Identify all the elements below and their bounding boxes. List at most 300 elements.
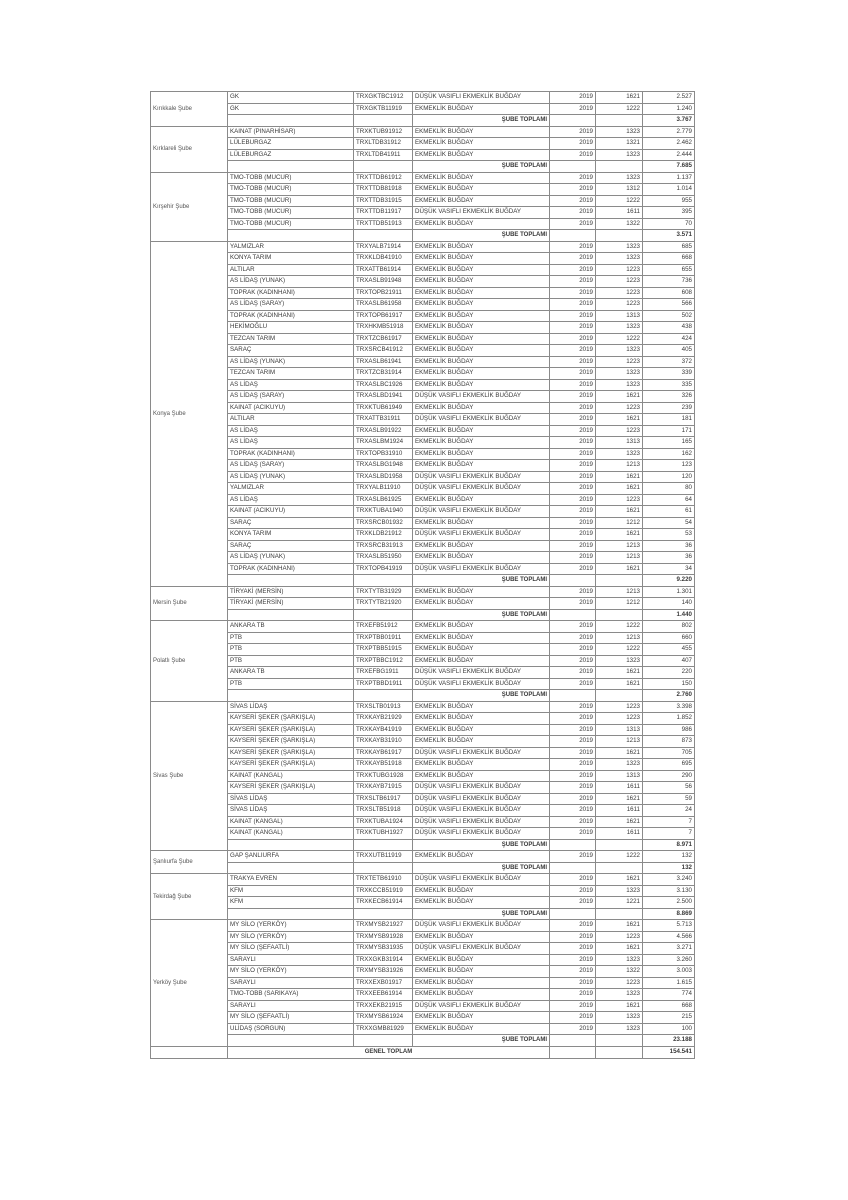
product-code-cell: TRXSLTB61917 xyxy=(354,793,413,805)
crop-year-cell: 2019 xyxy=(550,977,596,989)
table-row xyxy=(151,736,695,748)
class-code-cell: 1321 xyxy=(596,138,643,150)
quantity-cell: 3.271 xyxy=(643,943,695,955)
class-code-cell: 1222 xyxy=(596,644,643,656)
facility-cell: SARAÇ xyxy=(228,517,354,529)
facility-cell: YALMIZLAR xyxy=(228,241,354,253)
product-code-cell: TRXKTUB91912 xyxy=(354,126,413,138)
facility-cell: TOPRAK (KADINHANI) xyxy=(228,448,354,460)
product-code-cell: TRXTTDB31915 xyxy=(354,195,413,207)
class-code-cell: 1222 xyxy=(596,621,643,633)
table-row xyxy=(151,379,695,391)
grand-total-value: 154.541 xyxy=(643,1046,695,1058)
table-row xyxy=(151,1023,695,1035)
product-name-cell: EKMEKLİK BUĞDAY xyxy=(413,644,550,656)
empty-cell xyxy=(228,575,354,587)
table-row xyxy=(151,241,695,253)
crop-year-cell: 2019 xyxy=(550,379,596,391)
facility-cell: ANKARA TB xyxy=(228,621,354,633)
class-code-cell: 1621 xyxy=(596,483,643,495)
table-row xyxy=(151,103,695,115)
table-row xyxy=(151,333,695,345)
product-name-cell: DÜŞÜK VASIFLI EKMEKLİK BUĞDAY xyxy=(413,529,550,541)
class-code-cell: 1223 xyxy=(596,287,643,299)
crop-year-cell: 2019 xyxy=(550,851,596,863)
subtotal-row xyxy=(151,908,695,920)
quantity-cell: 2.527 xyxy=(643,92,695,104)
facility-cell: KAINAT (ACIKUYU) xyxy=(228,402,354,414)
facility-cell: MY SİLO (YERKÖY) xyxy=(228,931,354,943)
product-code-cell: TRXLTDB31912 xyxy=(354,138,413,150)
table-row xyxy=(151,667,695,679)
empty-cell xyxy=(354,230,413,242)
empty-cell xyxy=(596,115,643,127)
class-code-cell: 1323 xyxy=(596,885,643,897)
table-row xyxy=(151,149,695,161)
product-code-cell: TRXPTBB51915 xyxy=(354,644,413,656)
crop-year-cell: 2019 xyxy=(550,494,596,506)
class-code-cell: 1323 xyxy=(596,253,643,265)
product-code-cell: TRXTOPB31910 xyxy=(354,448,413,460)
facility-cell: AS LİDAŞ xyxy=(228,425,354,437)
product-code-cell: TRXKTUBH1927 xyxy=(354,828,413,840)
product-code-cell: TRXASLB51950 xyxy=(354,552,413,564)
empty-cell xyxy=(596,908,643,920)
product-name-cell: EKMEKLİK BUĞDAY xyxy=(413,770,550,782)
empty-cell xyxy=(550,908,596,920)
product-name-cell: EKMEKLİK BUĞDAY xyxy=(413,241,550,253)
product-name-cell: DÜŞÜK VASIFLI EKMEKLİK BUĞDAY xyxy=(413,483,550,495)
quantity-cell: 1.014 xyxy=(643,184,695,196)
product-name-cell: DÜŞÜK VASIFLI EKMEKLİK BUĞDAY xyxy=(413,805,550,817)
product-code-cell: TRXKAYB41919 xyxy=(354,724,413,736)
branch-name-cell: Tekirdağ Şube xyxy=(151,874,228,920)
product-name-cell: EKMEKLİK BUĞDAY xyxy=(413,138,550,150)
subtotal-value: 1.440 xyxy=(643,609,695,621)
branch-name-cell: Mersin Şube xyxy=(151,586,228,621)
crop-year-cell: 2019 xyxy=(550,1000,596,1012)
quantity-cell: 986 xyxy=(643,724,695,736)
quantity-cell: 1.240 xyxy=(643,103,695,115)
crop-year-cell: 2019 xyxy=(550,414,596,426)
class-code-cell: 1323 xyxy=(596,126,643,138)
product-code-cell: TRXGKTB11919 xyxy=(354,103,413,115)
empty-cell xyxy=(550,1046,596,1058)
product-name-cell: EKMEKLİK BUĞDAY xyxy=(413,448,550,460)
class-code-cell: 1323 xyxy=(596,655,643,667)
empty-cell xyxy=(550,230,596,242)
table-row xyxy=(151,126,695,138)
quantity-cell: 3.240 xyxy=(643,874,695,886)
product-code-cell: TRXTTDB61912 xyxy=(354,172,413,184)
quantity-cell: 239 xyxy=(643,402,695,414)
facility-cell: TEZCAN TARIM xyxy=(228,333,354,345)
product-code-cell: TRXMYSB31935 xyxy=(354,943,413,955)
product-name-cell: DÜŞÜK VASIFLI EKMEKLİK BUĞDAY xyxy=(413,506,550,518)
table-row xyxy=(151,425,695,437)
quantity-cell: 165 xyxy=(643,437,695,449)
crop-year-cell: 2019 xyxy=(550,586,596,598)
quantity-cell: 34 xyxy=(643,563,695,575)
empty-cell xyxy=(354,161,413,173)
class-code-cell: 1611 xyxy=(596,782,643,794)
product-name-cell: DÜŞÜK VASIFLI EKMEKLİK BUĞDAY xyxy=(413,782,550,794)
quantity-cell: 140 xyxy=(643,598,695,610)
table-row xyxy=(151,437,695,449)
product-name-cell: EKMEKLİK BUĞDAY xyxy=(413,253,550,265)
class-code-cell: 1621 xyxy=(596,920,643,932)
facility-cell: TİRYAKİ (MERSİN) xyxy=(228,598,354,610)
product-name-cell: EKMEKLİK BUĞDAY xyxy=(413,379,550,391)
empty-cell xyxy=(596,1035,643,1047)
branch-name-cell: Kırklareli Şube xyxy=(151,126,228,172)
empty-cell xyxy=(596,839,643,851)
table-row xyxy=(151,759,695,771)
table-row xyxy=(151,276,695,288)
subtotal-row xyxy=(151,230,695,242)
table-row xyxy=(151,322,695,334)
facility-cell: SİVAS LİDAŞ xyxy=(228,701,354,713)
quantity-cell: 80 xyxy=(643,483,695,495)
product-name-cell: EKMEKLİK BUĞDAY xyxy=(413,736,550,748)
crop-year-cell: 2019 xyxy=(550,966,596,978)
crop-year-cell: 2019 xyxy=(550,207,596,219)
product-name-cell: EKMEKLİK BUĞDAY xyxy=(413,759,550,771)
subtotal-row xyxy=(151,115,695,127)
product-code-cell: TRXPTBBC1912 xyxy=(354,655,413,667)
quantity-cell: 2.500 xyxy=(643,897,695,909)
facility-cell: MY SİLO (ŞEFAATLİ) xyxy=(228,1012,354,1024)
facility-cell: SARAYLI xyxy=(228,954,354,966)
product-code-cell: TRXKAYB71915 xyxy=(354,782,413,794)
subtotal-row xyxy=(151,161,695,173)
facility-cell: TOPRAK (KADINHANI) xyxy=(228,287,354,299)
class-code-cell: 1213 xyxy=(596,460,643,472)
table-row xyxy=(151,138,695,150)
table-row xyxy=(151,954,695,966)
quantity-cell: 2.444 xyxy=(643,149,695,161)
table-row xyxy=(151,828,695,840)
table-row xyxy=(151,368,695,380)
quantity-cell: 372 xyxy=(643,356,695,368)
table-row xyxy=(151,218,695,230)
facility-cell: KAYSERİ ŞEKER (ŞARKIŞLA) xyxy=(228,747,354,759)
table-row xyxy=(151,195,695,207)
table-row xyxy=(151,460,695,472)
facility-cell: ALTILAR xyxy=(228,264,354,276)
facility-cell: SARAYLI xyxy=(228,1000,354,1012)
crop-year-cell: 2019 xyxy=(550,506,596,518)
empty-cell xyxy=(596,230,643,242)
class-code-cell: 1223 xyxy=(596,402,643,414)
subtotal-label: ŞUBE TOPLAMI xyxy=(413,161,550,173)
product-name-cell: EKMEKLİK BUĞDAY xyxy=(413,310,550,322)
crop-year-cell: 2019 xyxy=(550,402,596,414)
empty-cell xyxy=(228,609,354,621)
table-row xyxy=(151,621,695,633)
facility-cell: TOPRAK (KADINHANI) xyxy=(228,563,354,575)
product-code-cell: TRXKTUB61949 xyxy=(354,402,413,414)
subtotal-row xyxy=(151,839,695,851)
quantity-cell: 660 xyxy=(643,632,695,644)
product-code-cell: TRXLTDB41911 xyxy=(354,149,413,161)
product-code-cell: TRXASLB61941 xyxy=(354,356,413,368)
quantity-cell: 215 xyxy=(643,1012,695,1024)
subtotal-value: 3.767 xyxy=(643,115,695,127)
class-code-cell: 1323 xyxy=(596,368,643,380)
class-code-cell: 1313 xyxy=(596,770,643,782)
crop-year-cell: 2019 xyxy=(550,724,596,736)
empty-cell xyxy=(228,230,354,242)
table-row xyxy=(151,713,695,725)
table-row xyxy=(151,598,695,610)
subtotal-row xyxy=(151,1035,695,1047)
class-code-cell: 1621 xyxy=(596,529,643,541)
product-name-cell: EKMEKLİK BUĞDAY xyxy=(413,103,550,115)
crop-year-cell: 2019 xyxy=(550,954,596,966)
crop-year-cell: 2019 xyxy=(550,92,596,104)
empty-cell xyxy=(354,609,413,621)
facility-cell: TMO-TOBB (MUCUR) xyxy=(228,184,354,196)
class-code-cell: 1223 xyxy=(596,931,643,943)
quantity-cell: 705 xyxy=(643,747,695,759)
report-page xyxy=(150,91,694,1059)
table-row xyxy=(151,655,695,667)
facility-cell: AS LİDAŞ (SARAY) xyxy=(228,299,354,311)
crop-year-cell: 2019 xyxy=(550,391,596,403)
crop-year-cell: 2019 xyxy=(550,885,596,897)
class-code-cell: 1221 xyxy=(596,897,643,909)
product-name-cell: DÜŞÜK VASIFLI EKMEKLİK BUĞDAY xyxy=(413,943,550,955)
quantity-cell: 407 xyxy=(643,655,695,667)
quantity-cell: 1.615 xyxy=(643,977,695,989)
product-code-cell: TRXASLBD1941 xyxy=(354,391,413,403)
facility-cell: SARAÇ xyxy=(228,540,354,552)
class-code-cell: 1323 xyxy=(596,149,643,161)
product-code-cell: TRXKTUBA1940 xyxy=(354,506,413,518)
quantity-cell: 685 xyxy=(643,241,695,253)
subtotal-value: 3.571 xyxy=(643,230,695,242)
empty-cell xyxy=(550,690,596,702)
table-row xyxy=(151,494,695,506)
crop-year-cell: 2019 xyxy=(550,713,596,725)
subtotal-label: ŞUBE TOPLAMI xyxy=(413,230,550,242)
empty-cell xyxy=(151,1046,228,1058)
facility-cell: KAINAT (KANGAL) xyxy=(228,828,354,840)
quantity-cell: 171 xyxy=(643,425,695,437)
product-code-cell: TRXKTUBA1924 xyxy=(354,816,413,828)
product-name-cell: EKMEKLİK BUĞDAY xyxy=(413,701,550,713)
product-code-cell: TRXPTBB01911 xyxy=(354,632,413,644)
table-row xyxy=(151,874,695,886)
facility-cell: GK xyxy=(228,92,354,104)
quantity-cell: 802 xyxy=(643,621,695,633)
table-row xyxy=(151,310,695,322)
quantity-cell: 100 xyxy=(643,1023,695,1035)
facility-cell: SİVAS LİDAŞ xyxy=(228,793,354,805)
product-code-cell: TRXTETB61910 xyxy=(354,874,413,886)
facility-cell: PTB xyxy=(228,632,354,644)
facility-cell: KAYSERİ ŞEKER (ŞARKIŞLA) xyxy=(228,759,354,771)
product-name-cell: DÜŞÜK VASIFLI EKMEKLİK BUĞDAY xyxy=(413,414,550,426)
product-name-cell: EKMEKLİK BUĞDAY xyxy=(413,299,550,311)
subtotal-label: ŞUBE TOPLAMI xyxy=(413,839,550,851)
class-code-cell: 1621 xyxy=(596,506,643,518)
class-code-cell: 1621 xyxy=(596,874,643,886)
table-row xyxy=(151,805,695,817)
class-code-cell: 1323 xyxy=(596,448,643,460)
facility-cell: TMO-TOBB (MUCUR) xyxy=(228,218,354,230)
product-code-cell: TRXASLBD1958 xyxy=(354,471,413,483)
product-name-cell: EKMEKLİK BUĞDAY xyxy=(413,494,550,506)
facility-cell: PTB xyxy=(228,655,354,667)
product-code-cell: TRXKECB61914 xyxy=(354,897,413,909)
product-code-cell: TRXMYSB31926 xyxy=(354,966,413,978)
product-code-cell: TRXTTDB51913 xyxy=(354,218,413,230)
crop-year-cell: 2019 xyxy=(550,632,596,644)
product-code-cell: TRXKCCB51919 xyxy=(354,885,413,897)
empty-cell xyxy=(550,115,596,127)
product-code-cell: TRXXEKB21915 xyxy=(354,1000,413,1012)
table-row xyxy=(151,793,695,805)
table-row xyxy=(151,943,695,955)
table-row xyxy=(151,920,695,932)
facility-cell: ANKARA TB xyxy=(228,667,354,679)
class-code-cell: 1621 xyxy=(596,793,643,805)
product-name-cell: EKMEKLİK BUĞDAY xyxy=(413,931,550,943)
crop-year-cell: 2019 xyxy=(550,552,596,564)
class-code-cell: 1222 xyxy=(596,333,643,345)
class-code-cell: 1621 xyxy=(596,678,643,690)
facility-cell: KAINAT (KANGAL) xyxy=(228,816,354,828)
empty-cell xyxy=(228,839,354,851)
facility-cell: MY SİLO (YERKÖY) xyxy=(228,920,354,932)
facility-cell: TMO-TOBB (MUCUR) xyxy=(228,207,354,219)
product-name-cell: DÜŞÜK VASIFLI EKMEKLİK BUĞDAY xyxy=(413,920,550,932)
class-code-cell: 1621 xyxy=(596,391,643,403)
table-row xyxy=(151,253,695,265)
product-name-cell: EKMEKLİK BUĞDAY xyxy=(413,425,550,437)
quantity-cell: 326 xyxy=(643,391,695,403)
facility-cell: TEZCAN TARIM xyxy=(228,368,354,380)
product-name-cell: EKMEKLİK BUĞDAY xyxy=(413,632,550,644)
facility-cell: KONYA TARIM xyxy=(228,253,354,265)
quantity-cell: 64 xyxy=(643,494,695,506)
product-code-cell: TRXKAYB31910 xyxy=(354,736,413,748)
product-name-cell: EKMEKLİK BUĞDAY xyxy=(413,368,550,380)
quantity-cell: 608 xyxy=(643,287,695,299)
product-name-cell: DÜŞÜK VASIFLI EKMEKLİK BUĞDAY xyxy=(413,678,550,690)
class-code-cell: 1213 xyxy=(596,632,643,644)
quantity-cell: 3.260 xyxy=(643,954,695,966)
facility-cell: AS LİDAŞ (YUNAK) xyxy=(228,356,354,368)
facility-cell: MY SİLO (ŞEFAATLİ) xyxy=(228,943,354,955)
crop-year-cell: 2019 xyxy=(550,989,596,1001)
facility-cell: KAINAT (ACIKUYU) xyxy=(228,506,354,518)
product-name-cell: DÜŞÜK VASIFLI EKMEKLİK BUĞDAY xyxy=(413,874,550,886)
product-code-cell: TRXTOPB41919 xyxy=(354,563,413,575)
crop-year-cell: 2019 xyxy=(550,322,596,334)
crop-year-cell: 2019 xyxy=(550,805,596,817)
empty-cell xyxy=(550,1035,596,1047)
table-row xyxy=(151,299,695,311)
empty-cell xyxy=(354,115,413,127)
product-code-cell: TRXTYTB21920 xyxy=(354,598,413,610)
facility-cell: KFM xyxy=(228,897,354,909)
facility-cell: AS LİDAŞ xyxy=(228,494,354,506)
class-code-cell: 1223 xyxy=(596,276,643,288)
table-row xyxy=(151,701,695,713)
class-code-cell: 1222 xyxy=(596,195,643,207)
quantity-cell: 395 xyxy=(643,207,695,219)
class-code-cell: 1621 xyxy=(596,943,643,955)
empty-cell xyxy=(228,115,354,127)
table-row xyxy=(151,977,695,989)
crop-year-cell: 2019 xyxy=(550,218,596,230)
crop-year-cell: 2019 xyxy=(550,770,596,782)
quantity-cell: 7 xyxy=(643,828,695,840)
crop-year-cell: 2019 xyxy=(550,149,596,161)
class-code-cell: 1611 xyxy=(596,828,643,840)
facility-cell: KAYSERİ ŞEKER (ŞARKIŞLA) xyxy=(228,782,354,794)
product-name-cell: EKMEKLİK BUĞDAY xyxy=(413,460,550,472)
product-name-cell: EKMEKLİK BUĞDAY xyxy=(413,621,550,633)
quantity-cell: 5.713 xyxy=(643,920,695,932)
crop-year-cell: 2019 xyxy=(550,276,596,288)
branch-name-cell: Sivas Şube xyxy=(151,701,228,851)
class-code-cell: 1621 xyxy=(596,563,643,575)
product-code-cell: TRXTOPB21911 xyxy=(354,287,413,299)
class-code-cell: 1621 xyxy=(596,92,643,104)
facility-cell: TMO-TOBB (SARIKAYA) xyxy=(228,989,354,1001)
crop-year-cell: 2019 xyxy=(550,299,596,311)
table-row xyxy=(151,172,695,184)
empty-cell xyxy=(596,161,643,173)
product-code-cell: TRXMYSB61924 xyxy=(354,1012,413,1024)
product-code-cell: TRXKLDB21912 xyxy=(354,529,413,541)
table-row xyxy=(151,92,695,104)
product-name-cell: EKMEKLİK BUĞDAY xyxy=(413,276,550,288)
crop-year-cell: 2019 xyxy=(550,471,596,483)
facility-cell: KAINAT (PINARHİSAR) xyxy=(228,126,354,138)
class-code-cell: 1611 xyxy=(596,207,643,219)
grand-total-label: GENEL TOPLAM xyxy=(228,1046,550,1058)
facility-cell: KFM xyxy=(228,885,354,897)
product-name-cell: EKMEKLİK BUĞDAY xyxy=(413,977,550,989)
subtotal-label: ŞUBE TOPLAMI xyxy=(413,1035,550,1047)
class-code-cell: 1323 xyxy=(596,759,643,771)
facility-cell: ALTILAR xyxy=(228,414,354,426)
crop-year-cell: 2019 xyxy=(550,897,596,909)
quantity-cell: 774 xyxy=(643,989,695,1001)
empty-cell xyxy=(550,161,596,173)
product-name-cell: DÜŞÜK VASIFLI EKMEKLİK BUĞDAY xyxy=(413,471,550,483)
quantity-cell: 1.301 xyxy=(643,586,695,598)
class-code-cell: 1313 xyxy=(596,437,643,449)
quantity-cell: 668 xyxy=(643,253,695,265)
crop-year-cell: 2019 xyxy=(550,333,596,345)
crop-year-cell: 2019 xyxy=(550,598,596,610)
empty-cell xyxy=(354,908,413,920)
crop-year-cell: 2019 xyxy=(550,747,596,759)
class-code-cell: 1323 xyxy=(596,989,643,1001)
class-code-cell: 1312 xyxy=(596,184,643,196)
class-code-cell: 1323 xyxy=(596,954,643,966)
quantity-cell: 181 xyxy=(643,414,695,426)
facility-cell: TMO-TOBB (MUCUR) xyxy=(228,195,354,207)
crop-year-cell: 2019 xyxy=(550,1023,596,1035)
product-name-cell: DÜŞÜK VASIFLI EKMEKLİK BUĞDAY xyxy=(413,667,550,679)
